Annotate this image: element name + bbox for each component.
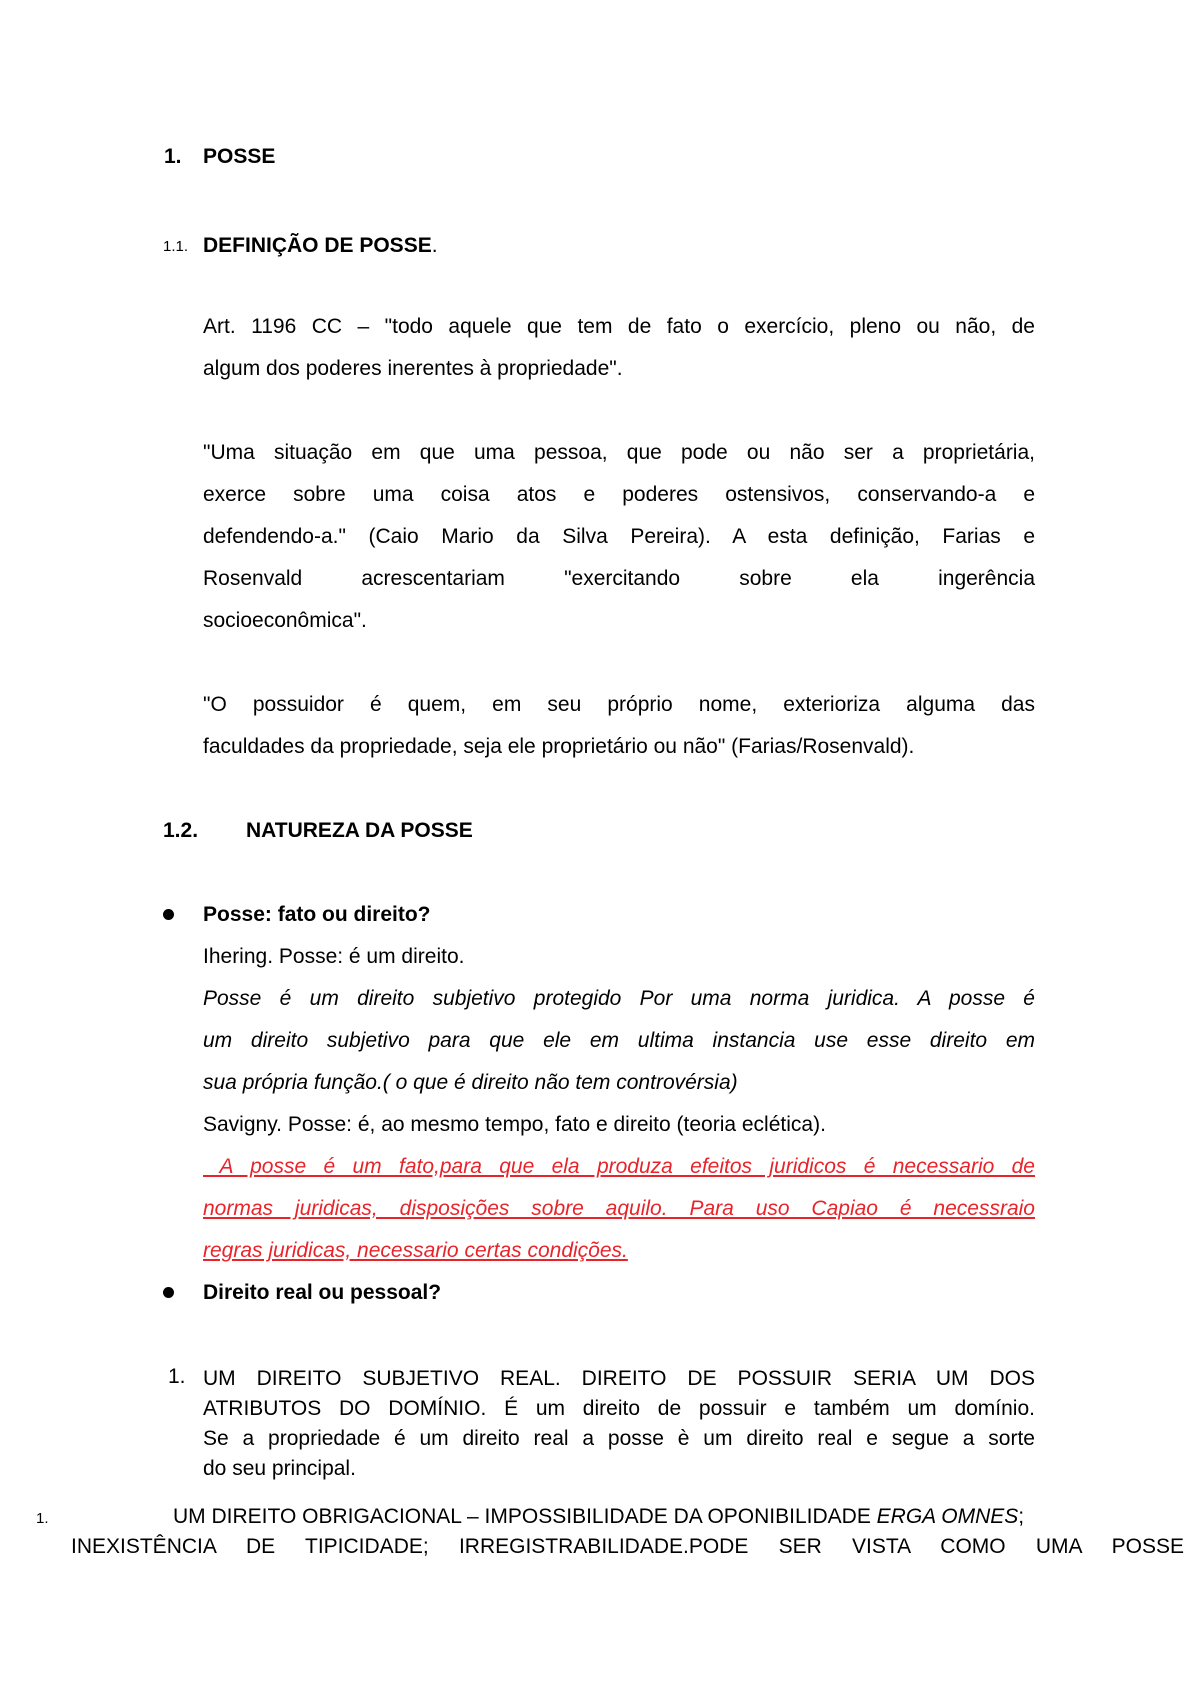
art-1196-line: algum dos poderes inerentes à propriedade". xyxy=(203,357,623,380)
list-item-italic: ERGA OMNES xyxy=(876,1505,1019,1528)
savigny-note-line: normas juridicas, disposições sobre aquilo. Para uso Capiao é necessraio xyxy=(203,1197,1035,1220)
ihering-note-line: Posse é um direito subjetivo protegido Por uma norma juridica. A posse é xyxy=(203,987,1035,1010)
section-number: 1. xyxy=(164,145,182,168)
bullet-icon xyxy=(163,1287,174,1298)
list-item-line: UM DIREITO SUBJETIVO REAL. DIREITO DE POSSUIR SERIA UM DOS xyxy=(203,1367,1035,1390)
bullet-icon xyxy=(163,909,174,920)
subsection-title: NATUREZA DA POSSE xyxy=(246,819,473,842)
farias-quote-line: "O possuidor é quem, em seu próprio nome, exterioriza alguma das xyxy=(203,693,1035,716)
ihering-note-line: sua própria função.( o que é direito não tem controvérsia) xyxy=(203,1071,738,1094)
list-number: 1. xyxy=(36,1510,49,1527)
bullet-title: Direito real ou pessoal? xyxy=(203,1281,442,1304)
caio-quote-line: socioeconômica". xyxy=(203,609,367,632)
caio-quote-line: Rosenvald acrescentariam "exercitando sobre ela ingerência xyxy=(203,567,1035,590)
list-item-text: ; xyxy=(1018,1505,1025,1528)
ihering-text: Ihering. Posse: é um direito. xyxy=(203,945,465,968)
list-item-line: do seu principal. xyxy=(203,1457,356,1480)
list-item-text: UM DIREITO OBRIGACIONAL – IMPOSSIBILIDADE DA OPONIBILIDADE xyxy=(173,1505,877,1528)
savigny-text: Savigny. Posse: é, ao mesmo tempo, fato e direito (teoria eclética). xyxy=(203,1113,826,1136)
bullet-title: Posse: fato ou direito? xyxy=(203,903,431,926)
savigny-note-line: A posse é um fato,para que ela produza efeitos juridicos é necessario de xyxy=(203,1155,1035,1178)
section-title: POSSE xyxy=(203,145,276,168)
farias-quote-line: faculdades da propriedade, seja ele proprietário ou não" (Farias/Rosenvald). xyxy=(203,735,915,758)
subsection-title: DEFINIÇÃO DE POSSE xyxy=(203,234,432,257)
caio-quote-line: "Uma situação em que uma pessoa, que pode ou não ser a proprietária, xyxy=(203,441,1035,464)
list-number: 1. xyxy=(168,1365,186,1388)
savigny-note-line: regras juridicas, necessario certas condições. xyxy=(203,1239,628,1262)
caio-quote-line: exerce sobre uma coisa atos e poderes ostensivos, conservando-a e xyxy=(203,483,1035,506)
art-1196-line: Art. 1196 CC – "todo aquele que tem de fato o exercício, pleno ou não, de xyxy=(203,315,1035,338)
subsection-heading xyxy=(203,234,438,258)
subsection-period: . xyxy=(431,234,438,257)
list-item-line xyxy=(173,1503,1024,1531)
ihering-note-line: um direito subjetivo para que ele em ultima instancia use esse direito em xyxy=(203,1029,1035,1052)
caio-quote-line: defendendo-a." (Caio Mario da Silva Pereira). A esta definição, Farias e xyxy=(203,525,1035,548)
subsection-number: 1.2. xyxy=(163,819,199,842)
list-item-line: ATRIBUTOS DO DOMÍNIO. É um direito de possuir e também um domínio. xyxy=(203,1397,1035,1420)
subsection-number: 1.1. xyxy=(163,238,189,255)
list-item-line: Se a propriedade é um direito real a posse è um direito real e segue a sorte xyxy=(203,1427,1035,1450)
list-item-line: INEXISTÊNCIA DE TIPICIDADE; IRREGISTRABILIDADE.PODE SER VISTA COMO UMA POSSE xyxy=(71,1535,1184,1558)
